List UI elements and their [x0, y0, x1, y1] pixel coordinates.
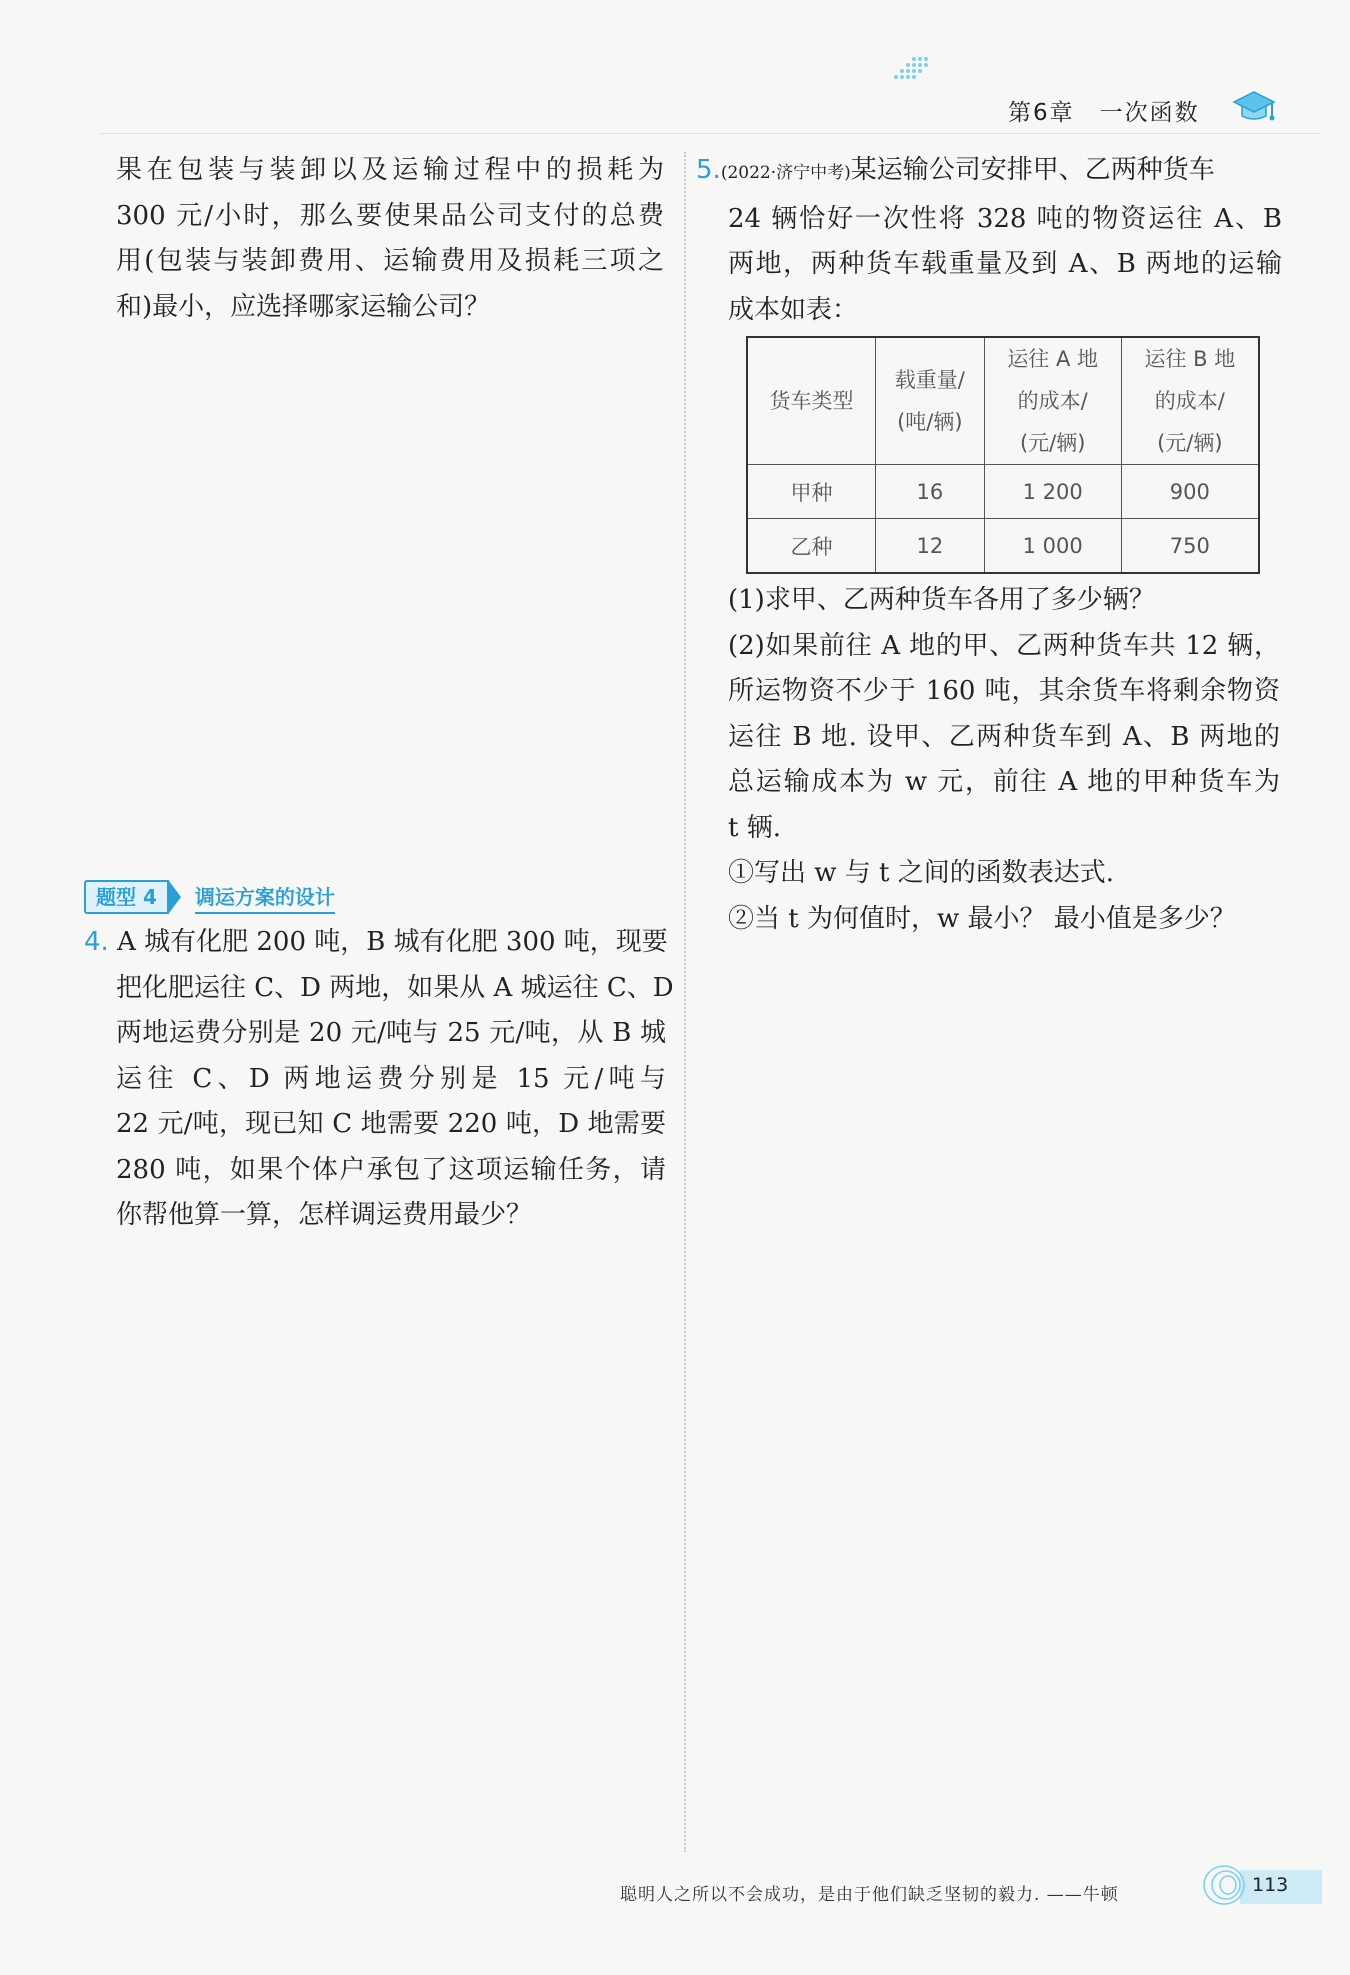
text-line: A 城有化肥 200 吨，B 城有化肥 300 吨，现要 [117, 927, 668, 957]
header-rule [100, 133, 1320, 134]
table-header-cell: 货车类型 [747, 337, 875, 465]
question-4 [84, 920, 674, 1239]
table-row [747, 519, 1259, 574]
text-line: 某运输公司安排甲、乙两种货车 [850, 155, 1215, 185]
table-cell: 1 200 [984, 465, 1121, 519]
chapter-title: 第6章 一次函数 [1008, 100, 1200, 126]
text-line: (2)如果前往 A 地的甲、乙两种货车共 12 辆， [728, 630, 1280, 661]
table-cell: 16 [875, 465, 984, 519]
table-cell: 甲种 [747, 465, 875, 519]
text-line: 总运输成本为 w 元，前往 A 地的甲种货车为 [728, 767, 1280, 797]
previous-question-continuation [116, 148, 664, 330]
table-header-cell: 运往 A 地 的成本/ (元/辆) [984, 337, 1121, 465]
page-number: 113 [1252, 1874, 1289, 1896]
question-number: 5. [696, 155, 721, 185]
table-cell: 12 [875, 519, 984, 574]
question-5 [696, 148, 1282, 333]
text-line: 所运物资不少于 160 吨，其余货车将剩余物资 [728, 676, 1280, 706]
text-line: 运往 B 地. 设甲、乙两种货车到 A、B 两地的 [728, 721, 1280, 752]
table-header-row [747, 337, 1259, 465]
text-line: 和)最小，应选择哪家运输公司？ [116, 291, 491, 322]
graduation-cap-icon [1232, 90, 1276, 124]
table-header-cell: 载重量/ (吨/辆) [875, 337, 984, 465]
table-cell: 900 [1121, 465, 1259, 519]
section-tag-arrow [169, 881, 181, 913]
table-header-cell: 运往 B 地 的成本/ (元/辆) [1121, 337, 1259, 465]
text-line: 运往 C、D 两地运费分别是 15 元/吨与 [116, 1063, 666, 1094]
text-line: 280 吨，如果个体户承包了这项运输任务，请 [116, 1154, 666, 1185]
text-line: 两地，两种货车载重量及到 A、B 两地的运输 [728, 249, 1282, 279]
table-cell: 乙种 [747, 519, 875, 574]
text-line: 果在包装与装卸以及运输过程中的损耗为 [116, 155, 664, 185]
question-source: (2022·济宁中考) [720, 163, 851, 183]
section-tag-title: 调运方案的设计 [195, 881, 335, 914]
section-tag-label: 题型 4 [84, 880, 169, 914]
column-divider [684, 152, 686, 1852]
spiral-icon [1200, 1862, 1250, 1908]
text-line: 22 元/吨，现已知 C 地需要 220 吨，D 地需要 [116, 1109, 666, 1139]
text-line: 300 元/小时，那么要使果品公司支付的总费 [116, 200, 664, 231]
decorative-dots [892, 56, 932, 82]
text-line: 24 辆恰好一次性将 328 吨的物资运往 A、B [728, 203, 1282, 234]
text-line: t 辆. [728, 812, 781, 843]
table-cell: 1 000 [984, 519, 1121, 574]
text-line: 两地运费分别是 20 元/吨与 25 元/吨，从 B 城 [116, 1018, 666, 1048]
text-line: ①写出 w 与 t 之间的函数表达式. [728, 858, 1115, 888]
text-line: 把化肥运往 C、D 两地，如果从 A 城运往 C、D [116, 972, 674, 1003]
section-tag [84, 880, 335, 914]
question-number: 4. [84, 927, 109, 957]
table-row [747, 465, 1259, 519]
question-5-parts [728, 578, 1280, 942]
text-line: 成本如表： [728, 294, 859, 325]
footer-quote: 聪明人之所以不会成功，是由于他们缺乏坚韧的毅力. ——牛顿 [620, 1885, 1119, 1905]
text-line: (1)求甲、乙两种货车各用了多少辆？ [728, 585, 1155, 615]
text-line: 你帮他算一算，怎样调运费用最少？ [116, 1200, 533, 1230]
table-cell: 750 [1121, 519, 1259, 574]
text-line: ②当 t 为何值时，w 最小？ 最小值是多少？ [728, 903, 1236, 934]
text-line: 用(包装与装卸费用、运输费用及损耗三项之 [116, 246, 664, 276]
cost-table [746, 336, 1260, 574]
page-number-badge [1200, 1862, 1320, 1908]
